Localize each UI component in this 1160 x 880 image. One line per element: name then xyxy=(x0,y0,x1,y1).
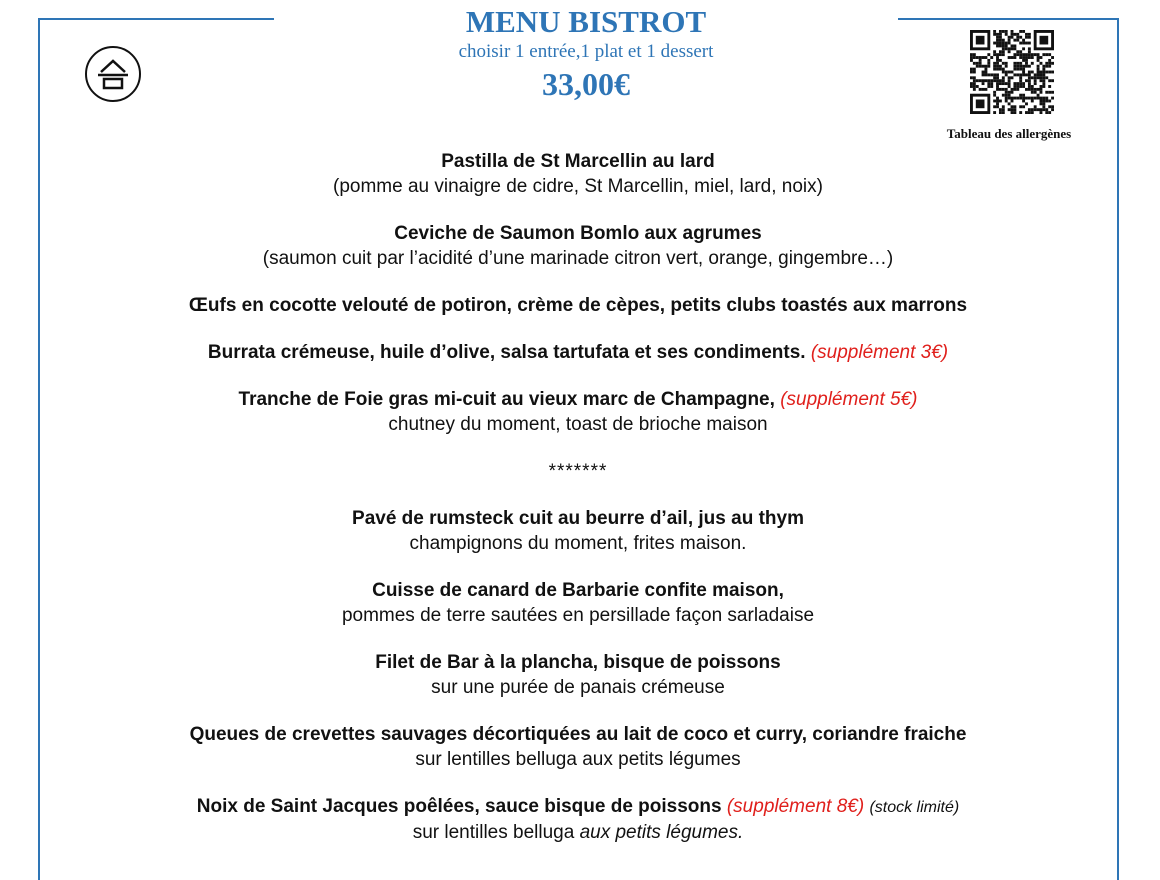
frame-top-right-line xyxy=(898,18,1119,20)
dish-description: sur une purée de panais crémeuse xyxy=(431,677,725,698)
plat-item xyxy=(60,722,1096,772)
plat-item xyxy=(60,578,1096,628)
dish-description: (saumon cuit par l’acidité d’une marinade citron vert, orange, gingembre…) xyxy=(262,248,894,269)
frame-left-line xyxy=(38,18,40,880)
menu-price: 33,00€ xyxy=(542,66,630,102)
frame-right-line xyxy=(1117,18,1119,880)
dish-name: Œufs en cocotte velouté de potiron, crème de cèpes, petits clubs toastés aux marrons xyxy=(188,295,968,316)
supplement-price: (supplément 5€) xyxy=(780,389,918,410)
dish-name: Ceviche de Saumon Bomlo aux agrumes xyxy=(394,223,762,244)
dish-name: Cuisse de canard de Barbarie confite maison, xyxy=(372,580,784,601)
plat-item xyxy=(60,506,1096,556)
allergen-table-label: Tableau des allergènes xyxy=(946,126,1072,141)
plat-item xyxy=(60,650,1096,700)
menu-subtitle: choisir 1 entrée,1 plat et 1 dessert xyxy=(458,41,714,62)
entree-item xyxy=(60,387,1096,437)
dish-description: (pomme au vinaigre de cidre, St Marcellin, miel, lard, noix) xyxy=(333,176,823,197)
dish-description: pommes de terre sautées en persillade façon sarladaise xyxy=(341,605,815,626)
entree-item xyxy=(60,221,1096,271)
stock-note: (stock limité) xyxy=(869,799,960,816)
dish-name: Filet de Bar à la plancha, bisque de poissons xyxy=(375,652,781,673)
dish-name: Queues de crevettes sauvages décortiquées au lait de coco et curry, coriandre fraiche xyxy=(189,724,967,745)
dish-description: sur lentilles belluga xyxy=(412,822,575,843)
entree-item xyxy=(60,149,1096,199)
allergen-qr-code-icon[interactable] xyxy=(970,30,1054,114)
dish-name: Burrata crémeuse, huile d’olive, salsa tartufata et ses condiments. xyxy=(207,342,806,363)
frame-top-left-line xyxy=(38,18,274,20)
dish-name: Pastilla de St Marcellin au lard xyxy=(441,151,715,172)
entree-item xyxy=(60,340,1096,365)
dish-description: champignons du moment, frites maison. xyxy=(409,533,747,554)
dish-name: Tranche de Foie gras mi-cuit au vieux marc de Champagne, xyxy=(238,389,775,410)
supplement-price: (supplément 3€) xyxy=(810,342,949,363)
dish-description-italic: aux petits légumes. xyxy=(579,822,744,843)
dish-name: Pavé de rumsteck cuit au beurre d’ail, jus au thym xyxy=(352,508,804,529)
menu-body xyxy=(60,149,1096,867)
menu-title: MENU BISTROT xyxy=(465,4,707,39)
dish-name: Noix de Saint Jacques poêlées, sauce bisque de poissons xyxy=(196,796,722,817)
dish-description: sur lentilles belluga aux petits légumes xyxy=(415,749,741,770)
course-separator: ******* xyxy=(548,461,608,482)
entree-item xyxy=(60,293,1096,318)
restaurant-logo-icon xyxy=(85,46,141,102)
plat-item xyxy=(60,794,1096,845)
menu-header xyxy=(360,4,812,104)
supplement-price: (supplément 8€) xyxy=(726,796,865,817)
dish-description: chutney du moment, toast de brioche maison xyxy=(388,414,768,435)
